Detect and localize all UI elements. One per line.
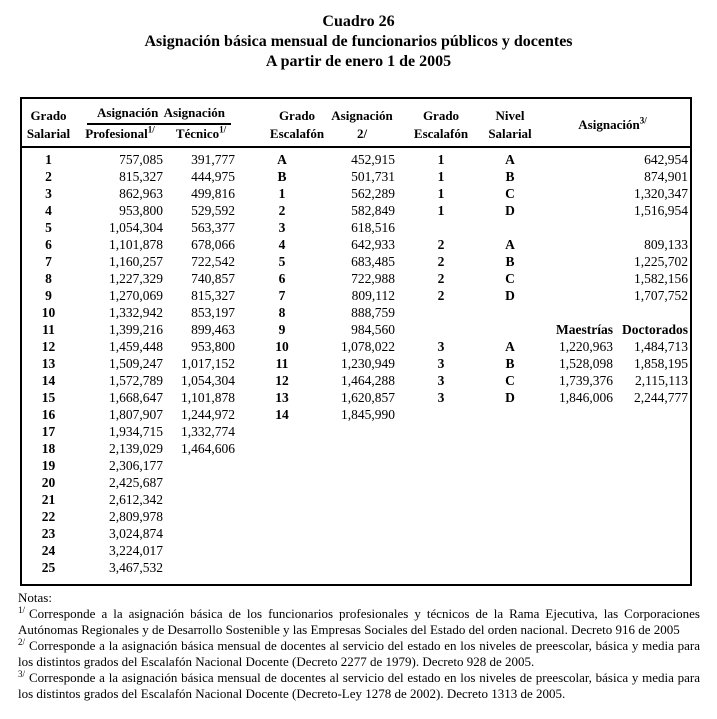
cell-grado_escalafon: 4	[278, 237, 286, 252]
cell-asignacion_tecnico: 1,332,774	[181, 424, 235, 439]
header-tecnico	[165, 125, 237, 147]
cell-doctorados	[615, 406, 691, 423]
cell-asignacion_tecnico: 1,244,972	[181, 407, 235, 422]
table-row	[21, 406, 691, 423]
cell-grado_escalafon: 8	[278, 305, 286, 320]
cell-grado_escalafon_2: 3	[437, 390, 445, 405]
header-grado-salarial-line2: Salarial	[26, 126, 71, 141]
cell-nivel_salarial	[485, 440, 535, 457]
cell-asignacion_tecnico: 1,464,606	[181, 441, 235, 456]
cell-maestrias: 1,739,376	[559, 373, 613, 388]
table-row	[21, 202, 691, 219]
cell-grado_escalafon: 3	[278, 220, 286, 235]
cell-nivel_salarial	[485, 508, 535, 525]
cell-doctorados: 1,516,954	[634, 203, 689, 218]
note-3-sup: 3/	[18, 668, 26, 679]
cell-grado_salarial: 5	[45, 220, 52, 235]
cell-nivel_salarial	[485, 304, 535, 321]
cell-doctorados: 874,901	[644, 169, 689, 184]
cell-doctorados: 1,582,156	[634, 271, 689, 286]
cell-grado_escalafon	[237, 508, 327, 525]
cell-asignacion_2: 722,988	[351, 271, 395, 286]
cell-asignacion_2: 582,849	[351, 203, 395, 218]
cell-asignacion_profesional: 2,425,687	[109, 475, 163, 490]
cell-asignacion_2	[327, 474, 397, 491]
cell-doctorados	[615, 440, 691, 457]
table-row	[21, 474, 691, 491]
notes-section	[18, 590, 700, 702]
table-row	[21, 270, 691, 287]
cell-maestrias	[535, 423, 615, 440]
cell-doctorados	[615, 304, 691, 321]
cell-doctorados	[615, 542, 691, 559]
cell-asignacion_2	[327, 542, 397, 559]
cell-doctorados: 1,484,713	[634, 339, 689, 354]
cell-asignacion_2: 984,560	[351, 322, 395, 337]
cell-nivel_salarial: A	[505, 152, 515, 167]
note-1	[18, 606, 700, 638]
note-2-text: Corresponde a la asignación básica mensual de docentes al servicio del estado en los niveles de preescolar, básica y media para los distintos grados del Escalafón Nacional Docente (Decreto 2277 de 1979). Decreto 928 de 2005.	[18, 638, 700, 669]
cell-grado_escalafon_2	[397, 423, 485, 440]
cell-grado_salarial: 1	[45, 152, 52, 167]
cell-doctorados: 1,320,347	[634, 186, 689, 201]
table-row	[21, 508, 691, 525]
cell-maestrias	[535, 168, 615, 185]
note-2	[18, 638, 700, 670]
table-row	[21, 219, 691, 236]
cell-grado_salarial: 3	[45, 186, 52, 201]
cell-maestrias: Maestrías	[556, 322, 613, 337]
table-row	[21, 559, 691, 585]
cell-asignacion_tecnico: 1,054,304	[181, 373, 235, 388]
cell-maestrias	[535, 474, 615, 491]
cell-asignacion_profesional: 1,160,257	[109, 254, 163, 269]
cell-maestrias	[535, 508, 615, 525]
cell-asignacion_tecnico	[165, 474, 237, 491]
header-nivel-salarial-line1: Nivel	[495, 108, 525, 123]
cell-grado_escalafon_2	[397, 474, 485, 491]
cell-grado_escalafon_2: 3	[437, 339, 445, 354]
cell-grado_escalafon_2: 2	[437, 254, 445, 269]
cell-asignacion_profesional: 1,807,907	[109, 407, 163, 422]
cell-grado_escalafon: 12	[275, 373, 289, 388]
cell-asignacion_profesional: 3,024,874	[109, 526, 163, 541]
cell-maestrias	[535, 185, 615, 202]
cell-grado_escalafon: 14	[275, 407, 289, 422]
cell-asignacion_tecnico: 563,377	[191, 220, 235, 235]
cell-maestrias	[535, 236, 615, 253]
title-block	[0, 0, 717, 72]
cell-maestrias	[535, 457, 615, 474]
cell-asignacion_tecnico: 529,592	[191, 203, 235, 218]
cell-doctorados	[615, 525, 691, 542]
cell-maestrias	[535, 440, 615, 457]
cell-grado_escalafon_2	[397, 321, 485, 338]
cell-asignacion_2: 501,731	[351, 169, 395, 184]
cell-asignacion_profesional: 2,809,978	[109, 509, 163, 524]
cell-grado_salarial: 20	[41, 475, 56, 490]
cell-asignacion_2: 1,845,990	[341, 407, 395, 422]
header-grado-escalafon2-line1: Grado	[422, 108, 460, 123]
table-header	[21, 98, 691, 147]
cell-asignacion_profesional: 3,467,532	[109, 560, 163, 575]
cell-doctorados: 1,707,752	[634, 288, 689, 303]
header-asignacion-tec-top: Asignación	[163, 105, 225, 120]
cell-maestrias	[535, 287, 615, 304]
cell-asignacion_2	[327, 457, 397, 474]
table-row	[21, 542, 691, 559]
cell-grado_salarial: 21	[41, 492, 56, 507]
header-nivel-salarial-line2: Salarial	[488, 126, 532, 141]
header-asignacion3-label: Asignación	[578, 117, 640, 132]
cell-maestrias	[535, 219, 615, 236]
cell-grado_escalafon: 7	[278, 288, 286, 303]
note-2-sup: 2/	[18, 636, 26, 647]
cell-maestrias	[535, 559, 615, 585]
cell-doctorados: 2,244,777	[634, 390, 689, 405]
table-row	[21, 423, 691, 440]
cell-grado_escalafon_2	[397, 559, 485, 585]
cell-maestrias	[535, 491, 615, 508]
cell-grado_escalafon: 13	[275, 390, 289, 405]
cell-asignacion_2: 1,078,022	[341, 339, 395, 354]
cell-asignacion_2: 683,485	[351, 254, 395, 269]
cell-grado_salarial: 23	[41, 526, 56, 541]
cell-grado_escalafon_2	[397, 491, 485, 508]
table-row	[21, 355, 691, 372]
cell-grado_salarial: 16	[41, 407, 56, 422]
cell-asignacion_2: 1,620,857	[341, 390, 395, 405]
cell-nivel_salarial: A	[505, 339, 515, 354]
cell-grado_salarial: 6	[45, 237, 52, 252]
cell-doctorados	[615, 457, 691, 474]
cell-grado_salarial: 22	[41, 509, 56, 524]
note-1-text: Corresponde a la asignación básica de los funcionarios profesionales y técnicos de la Rama Ejecutiva, las Corporaciones Autónomas Regionales y de Desarrollo Sostenible y las Empresas Sociales del Estado del orden nacional. Decreto 916 de 2005	[18, 606, 700, 637]
cell-grado_escalafon_2: 1	[437, 186, 445, 201]
cell-nivel_salarial: D	[505, 203, 515, 218]
cell-nivel_salarial	[485, 525, 535, 542]
cell-grado_escalafon_2	[397, 219, 485, 236]
cell-grado_escalafon_2: 1	[437, 152, 445, 167]
cell-asignacion_2: 809,112	[351, 288, 395, 303]
cell-grado_escalafon_2: 1	[437, 203, 445, 218]
cell-grado_salarial: 24	[41, 543, 56, 558]
cell-doctorados: 642,954	[644, 152, 689, 167]
cell-doctorados: 809,133	[644, 237, 689, 252]
cell-asignacion_tecnico	[165, 525, 237, 542]
cell-doctorados	[615, 508, 691, 525]
cell-doctorados	[615, 474, 691, 491]
cell-asignacion_tecnico	[165, 491, 237, 508]
cell-asignacion_profesional: 1,399,216	[109, 322, 163, 337]
cell-grado_escalafon_2: 2	[437, 271, 445, 286]
cell-maestrias: 1,528,098	[559, 356, 613, 371]
cell-asignacion_tecnico: 1,017,152	[181, 356, 235, 371]
cell-grado_escalafon	[237, 491, 327, 508]
cell-grado_salarial: 12	[41, 339, 56, 354]
cell-grado_escalafon_2: 2	[437, 237, 445, 252]
cell-asignacion_profesional: 1,509,247	[109, 356, 163, 371]
header-asignacion-group	[75, 98, 237, 125]
cell-doctorados: 1,858,195	[634, 356, 689, 371]
table-row	[21, 338, 691, 355]
cell-nivel_salarial: C	[505, 186, 515, 201]
cell-nivel_salarial: B	[505, 356, 515, 371]
cell-grado_escalafon: 9	[278, 322, 286, 337]
cell-grado_escalafon	[237, 423, 327, 440]
footnote-ref-1a: 1/	[147, 124, 155, 135]
cell-grado_escalafon_2: 3	[437, 356, 445, 371]
cell-asignacion_profesional: 757,085	[119, 152, 163, 167]
table-row	[21, 304, 691, 321]
cell-grado_escalafon_2: 3	[437, 373, 445, 388]
cell-grado_escalafon	[237, 457, 327, 474]
cell-doctorados: 1,225,702	[634, 254, 689, 269]
cell-nivel_salarial	[485, 423, 535, 440]
cell-maestrias: 1,846,006	[559, 390, 613, 405]
cell-maestrias: 1,220,963	[559, 339, 613, 354]
cell-grado_escalafon	[237, 542, 327, 559]
cell-asignacion_2: 452,915	[351, 152, 395, 167]
header-asignacion2-line1: Asignación	[331, 108, 393, 123]
cell-maestrias	[535, 253, 615, 270]
cell-nivel_salarial	[485, 457, 535, 474]
note-3-text: Corresponde a la asignación básica mensual de docentes al servicio del estado en los niveles de preescolar, básica y media para los distintos grados del Escalafón Nacional Docente (Decreto-Ley 1278 de 2002). Decreto 1313 de 2005.	[18, 670, 700, 701]
cell-asignacion_profesional: 1,054,304	[109, 220, 163, 235]
cell-grado_escalafon: 11	[275, 356, 289, 371]
cell-asignacion_profesional: 1,572,789	[109, 373, 163, 388]
cell-asignacion_tecnico: 1,101,878	[181, 390, 235, 405]
table-row	[21, 168, 691, 185]
cell-nivel_salarial	[485, 474, 535, 491]
cell-grado_escalafon: B	[277, 169, 287, 184]
cell-asignacion_tecnico: 953,800	[191, 339, 235, 354]
cell-asignacion_profesional: 1,668,647	[109, 390, 163, 405]
cell-grado_escalafon: 1	[278, 186, 286, 201]
cell-nivel_salarial	[485, 559, 535, 585]
cell-asignacion_tecnico	[165, 559, 237, 585]
cell-nivel_salarial: B	[505, 254, 515, 269]
cell-nivel_salarial: B	[505, 169, 515, 184]
table-row	[21, 253, 691, 270]
cell-asignacion_tecnico	[165, 457, 237, 474]
cell-asignacion_2: 562,289	[351, 186, 395, 201]
cell-grado_salarial: 11	[42, 322, 55, 337]
cell-nivel_salarial: C	[505, 373, 515, 388]
cell-asignacion_tecnico: 678,066	[191, 237, 235, 252]
cell-asignacion_2: 642,933	[351, 237, 395, 252]
document-subtitle-date: A partir de enero 1 de 2005	[265, 53, 452, 70]
cell-asignacion_2	[327, 440, 397, 457]
cell-grado_escalafon_2	[397, 542, 485, 559]
cell-grado_escalafon_2	[397, 525, 485, 542]
cell-grado_salarial: 9	[45, 288, 52, 303]
cell-nivel_salarial	[485, 321, 535, 338]
table-row	[21, 389, 691, 406]
cell-asignacion_tecnico: 499,816	[191, 186, 235, 201]
cell-doctorados	[615, 491, 691, 508]
cell-maestrias	[535, 525, 615, 542]
cell-asignacion_2	[327, 423, 397, 440]
cell-grado_escalafon_2: 1	[437, 169, 445, 184]
cell-asignacion_2	[327, 508, 397, 525]
cell-nivel_salarial	[485, 542, 535, 559]
cell-grado_escalafon_2: 2	[437, 288, 445, 303]
cell-grado_escalafon: 2	[278, 203, 286, 218]
cell-nivel_salarial	[485, 406, 535, 423]
document-title: Asignación básica mensual de funcionarios públicos y docentes	[144, 33, 573, 50]
cell-grado_escalafon_2	[397, 457, 485, 474]
cell-asignacion_tecnico	[165, 508, 237, 525]
header-asignacion3	[535, 98, 691, 147]
cell-grado_escalafon_2	[397, 508, 485, 525]
cell-grado_salarial: 14	[41, 373, 56, 388]
cell-asignacion_profesional: 1,332,942	[109, 305, 163, 320]
header-grado-escalafon2-line2: Escalafón	[413, 126, 469, 141]
cell-doctorados	[615, 219, 691, 236]
cell-nivel_salarial	[485, 219, 535, 236]
cell-grado_escalafon: 10	[275, 339, 289, 354]
cell-grado_escalafon: A	[277, 152, 287, 167]
header-asignacion2-line2: 2/	[356, 126, 368, 141]
asignacion-group-underline	[87, 104, 231, 125]
cell-asignacion_tecnico: 899,463	[191, 322, 235, 337]
footnote-ref-1b: 1/	[219, 124, 227, 135]
cell-grado_salarial: 4	[45, 203, 52, 218]
cell-maestrias	[535, 270, 615, 287]
cell-maestrias	[535, 542, 615, 559]
cell-asignacion_tecnico: 444,975	[191, 169, 235, 184]
cuadro-number: Cuadro 26	[322, 13, 395, 30]
cell-nivel_salarial: D	[505, 390, 515, 405]
cell-grado_escalafon_2	[397, 304, 485, 321]
cell-asignacion_profesional: 1,459,448	[109, 339, 163, 354]
cell-doctorados	[615, 423, 691, 440]
cell-grado_escalafon	[237, 440, 327, 457]
cell-asignacion_tecnico: 391,777	[191, 152, 235, 167]
table-row	[21, 321, 691, 338]
cell-nivel_salarial	[485, 491, 535, 508]
note-1-sup: 1/	[18, 604, 26, 615]
note-3	[18, 670, 700, 702]
cell-asignacion_profesional: 1,101,878	[109, 237, 163, 252]
cell-asignacion_tecnico: 740,857	[191, 271, 235, 286]
cell-grado_salarial: 8	[45, 271, 52, 286]
cell-grado_salarial: 17	[41, 424, 56, 439]
cell-grado_salarial: 25	[41, 560, 56, 575]
cell-asignacion_profesional: 953,800	[119, 203, 163, 218]
table-row	[21, 185, 691, 202]
cell-asignacion_profesional: 2,139,029	[109, 441, 163, 456]
cell-grado_salarial: 2	[45, 169, 52, 184]
cell-maestrias	[535, 202, 615, 219]
cell-grado_salarial: 19	[41, 458, 56, 473]
cell-grado_salarial: 13	[41, 356, 56, 371]
cell-nivel_salarial: D	[505, 288, 515, 303]
cell-asignacion_tecnico: 722,542	[191, 254, 235, 269]
cell-asignacion_2: 618,516	[351, 220, 395, 235]
header-profesional	[75, 125, 165, 147]
cell-asignacion_tecnico: 853,197	[191, 305, 235, 320]
header-profesional-label: Profesional	[85, 126, 148, 141]
header-grado-escalafon1-line1: Grado	[278, 108, 316, 123]
cell-asignacion_profesional: 1,270,069	[109, 288, 163, 303]
cell-asignacion_profesional: 862,963	[119, 186, 163, 201]
cell-grado_salarial: 15	[41, 390, 56, 405]
cell-grado_escalafon_2	[397, 440, 485, 457]
cell-grado_salarial: 18	[41, 441, 56, 456]
table-row	[21, 457, 691, 474]
cell-grado_escalafon_2	[397, 406, 485, 423]
cell-doctorados: 2,115,113	[635, 373, 689, 388]
cell-asignacion_profesional: 3,224,017	[109, 543, 163, 558]
cell-doctorados	[615, 559, 691, 585]
cell-nivel_salarial: C	[505, 271, 515, 286]
table-row	[21, 491, 691, 508]
header-grado-salarial-line1: Grado	[30, 108, 67, 123]
table-row	[21, 525, 691, 542]
footnote-ref-3: 3/	[639, 115, 647, 126]
cell-asignacion_profesional: 815,327	[119, 169, 163, 184]
cell-asignacion_2: 1,230,949	[341, 356, 395, 371]
table-row	[21, 372, 691, 389]
cell-asignacion_2: 888,759	[351, 305, 395, 320]
salary-table	[20, 97, 692, 586]
cell-asignacion_2	[327, 559, 397, 585]
cell-grado_escalafon	[237, 525, 327, 542]
header-asignacion-prof-top: Asignación	[97, 105, 159, 120]
table-row	[21, 440, 691, 457]
header-grado-escalafon1-line2: Escalafón	[269, 126, 325, 141]
header-tecnico-label: Técnico	[175, 126, 220, 141]
cell-grado_escalafon: 6	[278, 271, 286, 286]
cell-grado_salarial: 10	[41, 305, 56, 320]
notes-label: Notas:	[18, 590, 52, 605]
cell-grado_escalafon: 5	[278, 254, 286, 269]
cell-doctorados: Doctorados	[622, 322, 689, 337]
cell-maestrias	[535, 147, 615, 168]
cell-grado_salarial: 7	[45, 254, 52, 269]
cell-asignacion_profesional: 2,306,177	[109, 458, 163, 473]
cell-grado_escalafon	[237, 559, 327, 585]
cell-maestrias	[535, 406, 615, 423]
cell-asignacion_2	[327, 525, 397, 542]
table-row	[21, 236, 691, 253]
cell-asignacion_tecnico	[165, 542, 237, 559]
cell-asignacion_profesional: 1,934,715	[109, 424, 163, 439]
table-row	[21, 147, 691, 168]
salary-table-body	[21, 147, 691, 585]
cell-asignacion_2	[327, 491, 397, 508]
cell-asignacion_profesional: 1,227,329	[109, 271, 163, 286]
table-row	[21, 287, 691, 304]
cell-maestrias	[535, 304, 615, 321]
cell-grado_escalafon	[237, 474, 327, 491]
cell-asignacion_2: 1,464,288	[341, 373, 395, 388]
cell-asignacion_profesional: 2,612,342	[109, 492, 163, 507]
cell-asignacion_tecnico: 815,327	[191, 288, 235, 303]
cell-nivel_salarial: A	[505, 237, 515, 252]
